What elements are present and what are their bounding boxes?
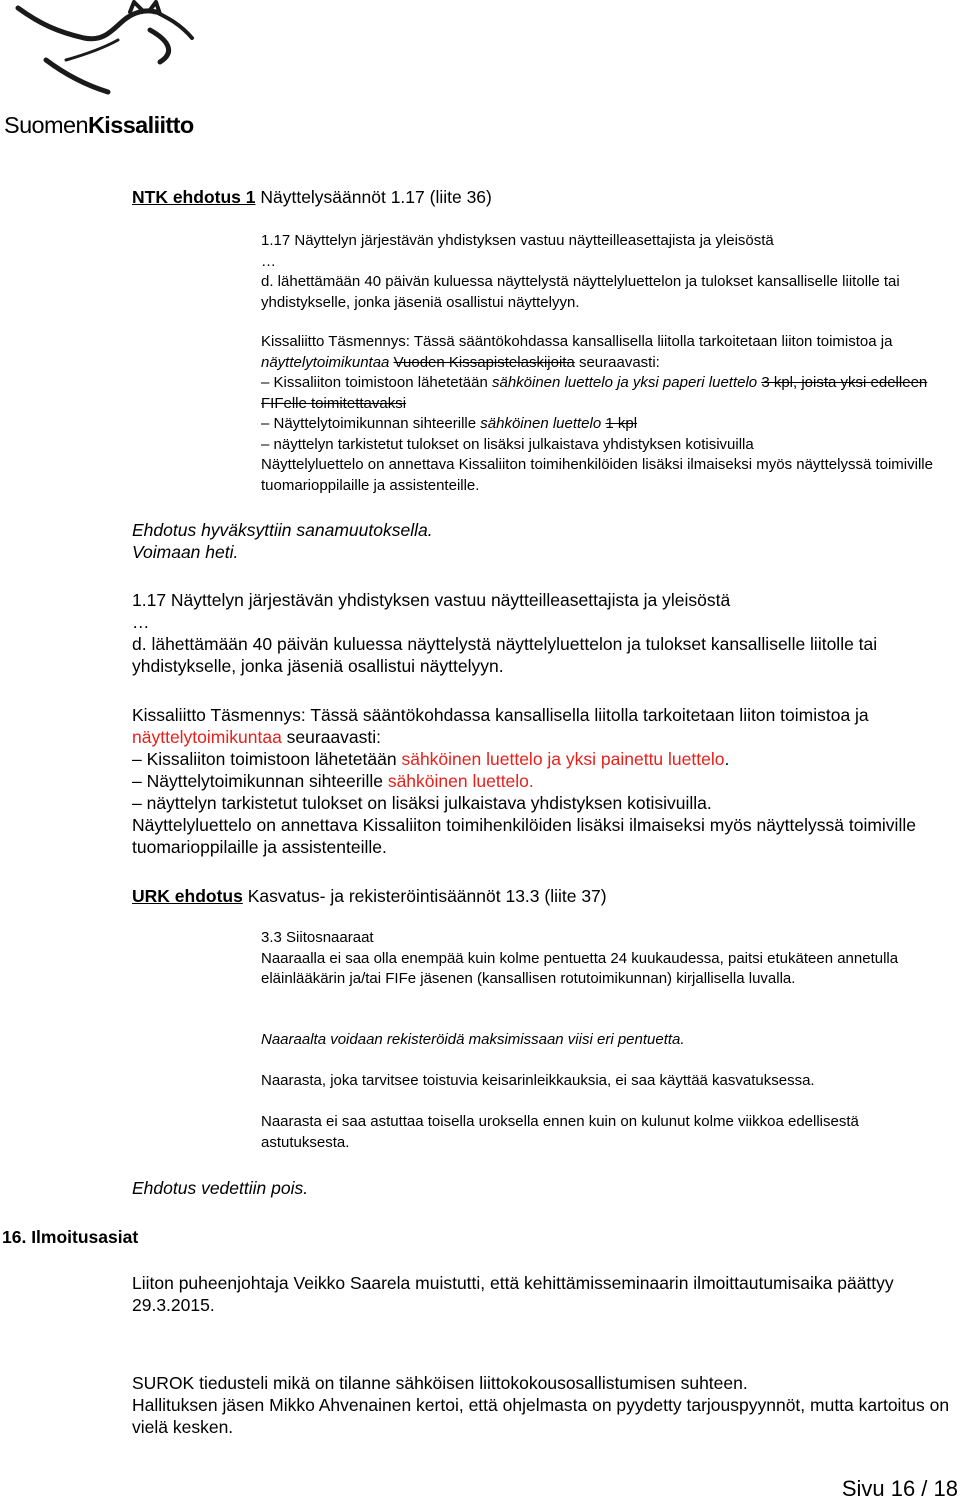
decision-line-2: Voimaan heti.: [132, 542, 239, 562]
ntk-proposal-text: [261, 231, 951, 313]
board-member-reply: Hallituksen jäsen Mikko Ahvenainen kertoi, että ohjelmasta on pyydetty tarjouspyynnöt, mutta kartoitus on vielä kesken.: [132, 1395, 950, 1437]
adopted-item-results: – näyttelyn tarkistetut tulokset on lisäksi julkaistava yhdistyksen kotisivuilla.: [132, 793, 712, 813]
urk-rule-heading: 3.3 Siitosnaaraat: [261, 929, 374, 946]
section-16-heading: 16. Ilmoitusasiat: [2, 1227, 139, 1247]
adopted-rule-heading: 1.17 Näyttelyn järjestävän yhdistyksen vastuu näytteilleasettajista ja yleisöstä: [132, 590, 731, 610]
urk-paragraph-3: Naarasta, joka tarvitsee toistuvia keisarinleikkauksia, ei saa käyttää kasvatuksessa.: [261, 1072, 815, 1089]
surok-question: SUROK tiedusteli mikä on tilanne sähköisen liittokokousosallistumisen suhteen.: [132, 1373, 748, 1393]
decision-withdrawn: Ehdotus vedettiin pois.: [132, 1178, 309, 1198]
suomen-kissaliitto-logo: [0, 0, 215, 145]
ntk-proposal-heading: [132, 186, 492, 208]
clarification-item-secretary: – Näyttelytoimikunnan sihteerille sähköinen luettelo 1 kpl: [261, 415, 638, 432]
rule-heading: 1.17 Näyttelyn järjestävän yhdistyksen vastuu näytteilleasettajista ja yleisöstä: [261, 232, 774, 249]
adopted-clarification-text: [132, 704, 954, 858]
decision-line-1: Ehdotus hyväksyttiin sanamuutoksella.: [132, 520, 433, 540]
urk-paragraph-2: Naaraalta voidaan rekisteröidä maksimissaan viisi eri pentuetta.: [261, 1031, 685, 1048]
ellipsis: …: [261, 252, 276, 270]
page-number: Sivu 16 / 18: [841, 1476, 958, 1501]
urk-proposal-heading: [132, 885, 607, 907]
clarification-item-office: – Kissaliiton toimistoon lähetetään sähköinen luettelo ja yksi paperi luettelo 3 kpl, joista yksi edelleen FIFelle toimitettavaksi: [261, 374, 928, 412]
clarification-item-results: – näyttelyn tarkistetut tulokset on lisäksi julkaistava yhdistyksen kotisivuilla: [261, 435, 754, 453]
clarification-catalogue-note: Näyttelyluettelo on annettava Kissaliiton toimihenkilöiden lisäksi ilmaiseksi myös näyttelyssä toimiville tuomarioppilaille ja assistenteille.: [261, 456, 933, 494]
adopted-paragraph-d: d. lähettämään 40 päivän kuluessa näyttelystä näyttelyluettelon ja tulokset kansalliselle liitolle tai yhdistykselle, jonka jäseniä osallistui näyttelyyn.: [132, 634, 878, 676]
adopted-clarification-intro: Kissaliitto Täsmennys: Tässä sääntökohdassa kansallisella liitolla tarkoitetaan liiton toimistoa ja näyttelytoimikuntaa seuraavasti:: [132, 705, 869, 747]
clarification-intro: Kissaliitto Täsmennys: Tässä sääntökohdassa kansallisella liitolla tarkoitetaan liiton toimistoa ja näyttelytoimikuntaa Vuoden Kissapistelaskijoita seuraavasti:: [261, 333, 893, 371]
urk-title: Kasvatus- ja rekisteröintisäännöt 13.3 (liite 37): [242, 886, 607, 906]
adopted-item-office: – Kissaliiton toimistoon lähetetään sähköinen luettelo ja yksi painettu luettelo.: [132, 749, 730, 769]
ntk-clarification-text: [261, 332, 951, 496]
adopted-ellipsis: …: [132, 612, 150, 632]
cat-silhouette-icon: [0, 0, 215, 112]
adopted-catalogue-note: Näyttelyluettelo on annettava Kissaliiton toimihenkilöiden lisäksi ilmaiseksi myös näyttelyssä toimiville tuomarioppilaille ja assistenteille.: [132, 815, 916, 857]
rule-paragraph-d: d. lähettämään 40 päivän kuluessa näyttelystä näyttelyluettelon ja tulokset kansalliselle liitolle tai yhdistykselle, jonka jäseniä osallistui näyttelyyn.: [261, 273, 900, 311]
logo-text: SuomenKissaliitto: [4, 112, 194, 138]
ntk-title: Näyttelysäännöt 1.17 (liite 36): [255, 187, 492, 207]
urk-paragraph-4: Naarasta ei saa astuttaa toisella uroksella ennen kuin on kulunut kolme viikkoa edellisestä astutuksesta.: [261, 1113, 859, 1151]
announcement-surok: [132, 1372, 954, 1438]
ntk-label: NTK ehdotus 1: [132, 187, 256, 207]
urk-proposal-text: [261, 928, 951, 990]
urk-paragraph-1: Naaraalla ei saa olla enempää kuin kolme pentuetta 24 kuukaudessa, paitsi etukäteen annetulla eläinlääkärin ja/tai FIFe jäsenen (kansallisen rotutoimikunnan) kirjallisella luvalla.: [261, 949, 899, 987]
announcement-chair: Liiton puheenjohtaja Veikko Saarela muistutti, että kehittämisseminaarin ilmoittautumisaika päättyy 29.3.2015.: [132, 1273, 894, 1315]
adopted-rule-text: [132, 589, 954, 677]
adopted-item-secretary: – Näyttelytoimikunnan sihteerille sähköinen luettelo.: [132, 771, 534, 791]
decision-accepted: [132, 519, 433, 563]
urk-label: URK ehdotus: [132, 886, 243, 906]
